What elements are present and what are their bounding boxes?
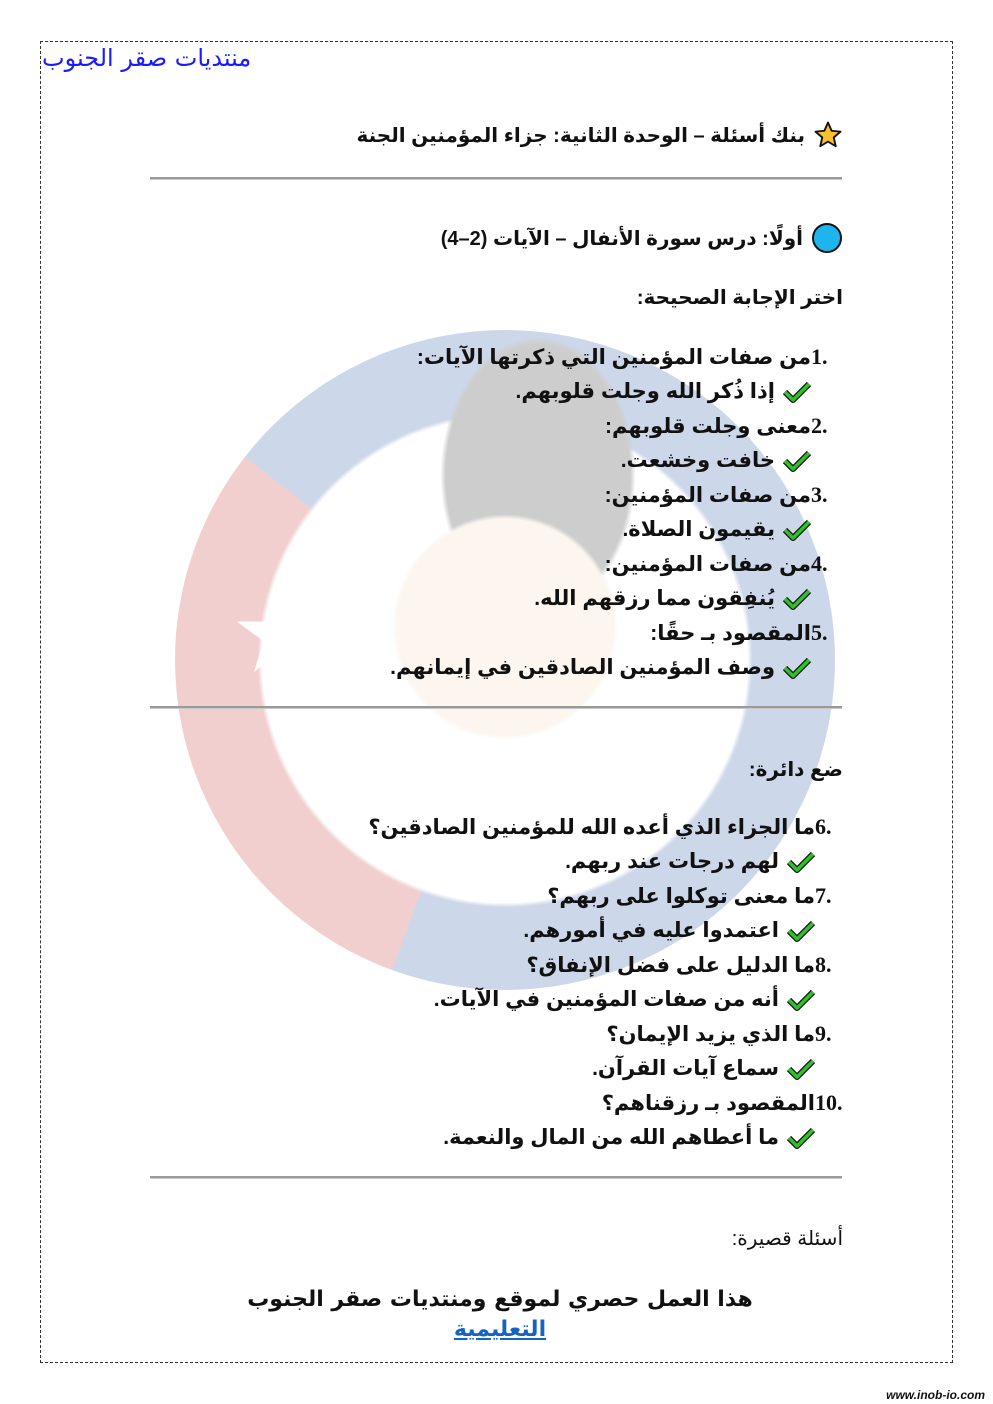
- document-title-text: بنك أسئلة – الوحدة الثانية: جزاء المؤمنين الجنة: [356, 124, 805, 147]
- website-url[interactable]: www.inob-io.com: [886, 1388, 985, 1402]
- question-number: 5.: [811, 620, 828, 645]
- question-number: 7.: [815, 883, 832, 908]
- answer-text: وصف المؤمنين الصادقين في إيمانهم.: [390, 656, 775, 679]
- green-check-icon: [783, 657, 811, 679]
- answer-text: اعتمدوا عليه في أمورهم.: [523, 919, 779, 942]
- answer-text: يقيمون الصلاة.: [622, 518, 775, 541]
- green-check-icon: [783, 519, 811, 541]
- green-check-icon: [787, 989, 815, 1011]
- answer-item: [390, 444, 861, 478]
- question-item: [368, 879, 865, 914]
- green-check-icon: [783, 381, 811, 403]
- question-text: من صفات المؤمنين:: [604, 484, 811, 507]
- part3-instruction: أسئلة قصيرة:: [731, 1228, 843, 1250]
- answer-item: [390, 375, 861, 409]
- blue-circle-icon: [811, 222, 843, 254]
- star-icon: [813, 120, 843, 150]
- question-text: ما الجزاء الذي أعده الله للمؤمنين الصادقين؟: [368, 816, 815, 839]
- question-text: معنى وجلت قلوبهم:: [604, 415, 811, 438]
- question-text: ما معنى توكلوا على ربهم؟: [547, 885, 815, 908]
- section-title: [441, 222, 843, 254]
- question-number: 2.: [811, 413, 828, 438]
- answer-text: سماع آيات القرآن.: [592, 1057, 779, 1080]
- answer-item: [368, 914, 865, 948]
- green-check-icon: [783, 588, 811, 610]
- green-check-icon: [787, 851, 815, 873]
- green-check-icon: [787, 1127, 815, 1149]
- question-text: المقصود بـ حقًا:: [650, 622, 811, 645]
- notice-text: هذا العمل حصري لموقع ومنتديات صقر الجنوب: [247, 1287, 753, 1312]
- exclusive-notice: [150, 1285, 850, 1345]
- question-text: المقصود بـ رزقناهم؟: [601, 1092, 815, 1115]
- question-item: [368, 810, 865, 845]
- part1-instruction: اختر الإجابة الصحيحة:: [636, 287, 843, 309]
- question-number: 10.: [815, 1090, 843, 1115]
- part1-question-list: [390, 340, 861, 685]
- answer-item: [390, 651, 861, 685]
- answer-item: [368, 845, 865, 879]
- answer-text: ما أعطاهم الله من المال والنعمة.: [443, 1126, 779, 1149]
- green-check-icon: [783, 450, 811, 472]
- question-number: 4.: [811, 551, 828, 576]
- answer-text: يُنفِقون مما رزقهم الله.: [534, 587, 775, 610]
- answer-item: [390, 582, 861, 616]
- part2-question-list: [368, 810, 865, 1155]
- divider: [150, 706, 842, 708]
- green-check-icon: [787, 920, 815, 942]
- part2-instruction: ضع دائرة:: [748, 759, 843, 781]
- question-text: من صفات المؤمنين:: [604, 553, 811, 576]
- green-check-icon: [787, 1058, 815, 1080]
- divider: [150, 1176, 842, 1178]
- question-number: 6.: [815, 814, 832, 839]
- answer-item: [368, 1052, 865, 1086]
- divider: [150, 177, 842, 179]
- question-text: ما الذي يزيد الإيمان؟: [606, 1023, 815, 1046]
- question-item: [390, 616, 861, 651]
- question-item: [390, 409, 861, 444]
- question-text: من صفات المؤمنين التي ذكرتها الآيات:: [416, 346, 811, 369]
- question-item: [368, 1017, 865, 1052]
- question-number: 3.: [811, 482, 828, 507]
- question-number: 8.: [815, 952, 832, 977]
- answer-text: أنه من صفات المؤمنين في الآيات.: [433, 988, 779, 1011]
- question-number: 1.: [811, 344, 828, 369]
- answer-item: [390, 513, 861, 547]
- question-item: [390, 547, 861, 582]
- question-item: [368, 1086, 865, 1121]
- notice-link[interactable]: التعليمية: [453, 1317, 547, 1342]
- question-item: [390, 478, 861, 513]
- answer-text: إذا ذُكر الله وجلت قلوبهم.: [515, 380, 775, 403]
- section-title-text: أولًا: درس سورة الأنفال – الآيات (2–4): [440, 227, 803, 250]
- question-text: ما الدليل على فضل الإنفاق؟: [526, 954, 815, 977]
- question-item: [390, 340, 861, 375]
- answer-item: [368, 1121, 865, 1155]
- answer-text: خافت وخشعت.: [620, 449, 775, 472]
- document-title: [356, 120, 843, 150]
- question-item: [368, 948, 865, 983]
- answer-item: [368, 983, 865, 1017]
- site-title[interactable]: منتديات صقر الجنوب: [42, 44, 252, 72]
- answer-text: لهم درجات عند ربهم.: [565, 850, 779, 873]
- question-number: 9.: [815, 1021, 832, 1046]
